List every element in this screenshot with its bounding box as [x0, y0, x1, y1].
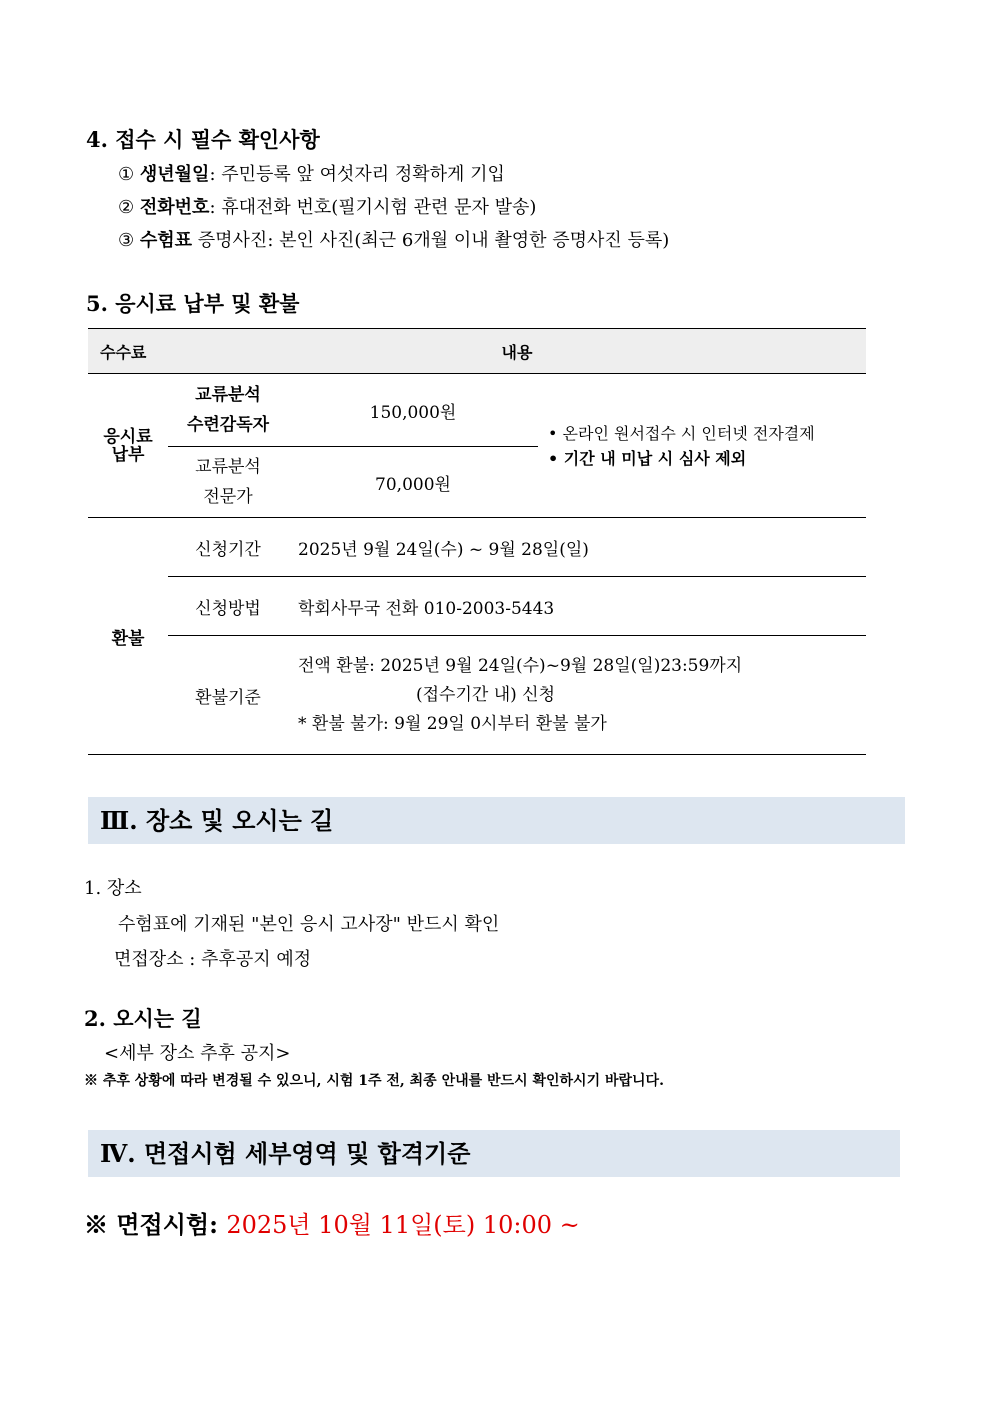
item-text: : 휴대전화 번호(필기시험 관련 문자 발송) [209, 197, 537, 218]
fee-name-line1: 교류분석 [195, 385, 261, 405]
fee-notes [538, 374, 866, 518]
header-fee: 수수료 [88, 329, 168, 374]
fee-amount-supervisor: 150,000원 [288, 374, 538, 447]
refund-label: 신청방법 [168, 577, 288, 636]
refund-criteria-value [288, 636, 866, 755]
fee-name-line1: 교류분석 [195, 457, 261, 477]
fee-table [88, 328, 866, 755]
refund-label: 신청기간 [168, 518, 288, 577]
refund-row-period [88, 518, 866, 577]
check-item-birthdate [118, 160, 505, 186]
place-line: 면접장소 : 추후공지 예정 [114, 949, 312, 970]
refund-value: 학회사무국 전화 010-2003-5443 [288, 577, 866, 636]
check-item-phone [118, 193, 536, 219]
refund-value: 2025년 9월 24일(수) ~ 9월 28일(일) [288, 518, 866, 577]
refund-row-method [88, 577, 866, 636]
directions-line: <세부 장소 추후 공지> [104, 1043, 291, 1064]
section4-title: 4. 접수 시 필수 확인사항 [86, 127, 320, 152]
refund-criteria-line: (접수기간 내) 신청 [416, 684, 556, 705]
fee-name-line2: 전문가 [203, 487, 253, 507]
exam-label: ※ 면접시험: [84, 1210, 218, 1239]
fee-note-item: • 온라인 원서접수 시 인터넷 전자결제 [548, 423, 815, 443]
item-bold-label: 수험표 [139, 230, 193, 251]
item-number: ① [118, 164, 135, 185]
place-title: 1. 장소 [84, 878, 142, 899]
refund-row-criteria [88, 636, 866, 755]
table-header-row [88, 329, 866, 374]
fee-name-line2: 수련감독자 [186, 415, 270, 435]
item-bold-label: 전화번호 [139, 197, 210, 218]
refund-criteria-line: 전액 환불: 2025년 9월 24일(수)~9월 28일(일)23:59까지 [298, 655, 743, 676]
directions-title: 2. 오시는 길 [84, 1006, 202, 1031]
fee-row-supervisor [88, 374, 866, 447]
notice-text: ※ 추후 상황에 따라 변경될 수 있으니, 시험 1주 전, 최종 안내를 반드시 확인하시기 바랍니다. [84, 1073, 664, 1089]
refund-label: 환불기준 [168, 636, 288, 755]
item-number: ③ [118, 230, 135, 251]
fee-note-text: 온라인 원서접수 시 인터넷 전자결제 [562, 423, 815, 443]
refund-criteria-line: * 환불 불가: 9월 29일 0시부터 환불 불가 [298, 713, 607, 734]
item-text: 증명사진: 본인 사진(최근 6개월 이내 촬영한 증명사진 등록) [192, 230, 670, 251]
item-number: ② [118, 197, 135, 218]
item-bold-label: 생년월일 [139, 164, 210, 185]
refund-group-label: 환불 [88, 518, 168, 755]
fee-name-expert [168, 447, 288, 518]
item-text: : 주민등록 앞 여섯자리 정확하게 기입 [209, 164, 505, 185]
section3-heading: Ⅲ. 장소 및 오시는 길 [88, 797, 905, 844]
fee-note-item: • 기간 내 미납 시 심사 제외 [548, 448, 747, 468]
place-line: 수험표에 기재된 "본인 응시 고사장" 반드시 확인 [118, 914, 500, 935]
fee-group-label: 응시료 납부 [88, 374, 168, 518]
fee-note-text: 기간 내 미납 시 심사 제외 [563, 448, 747, 468]
check-item-photo [118, 226, 669, 252]
fee-amount-expert: 70,000원 [288, 447, 538, 518]
header-content: 내용 [168, 329, 866, 374]
section5-title: 5. 응시료 납부 및 환불 [86, 291, 300, 316]
fee-name-supervisor [168, 374, 288, 447]
exam-date-line [84, 1205, 580, 1240]
section4b-heading: Ⅳ. 면접시험 세부영역 및 합격기준 [88, 1130, 900, 1177]
exam-date: 2025년 10월 11일(토) 10:00 ~ [226, 1211, 580, 1239]
